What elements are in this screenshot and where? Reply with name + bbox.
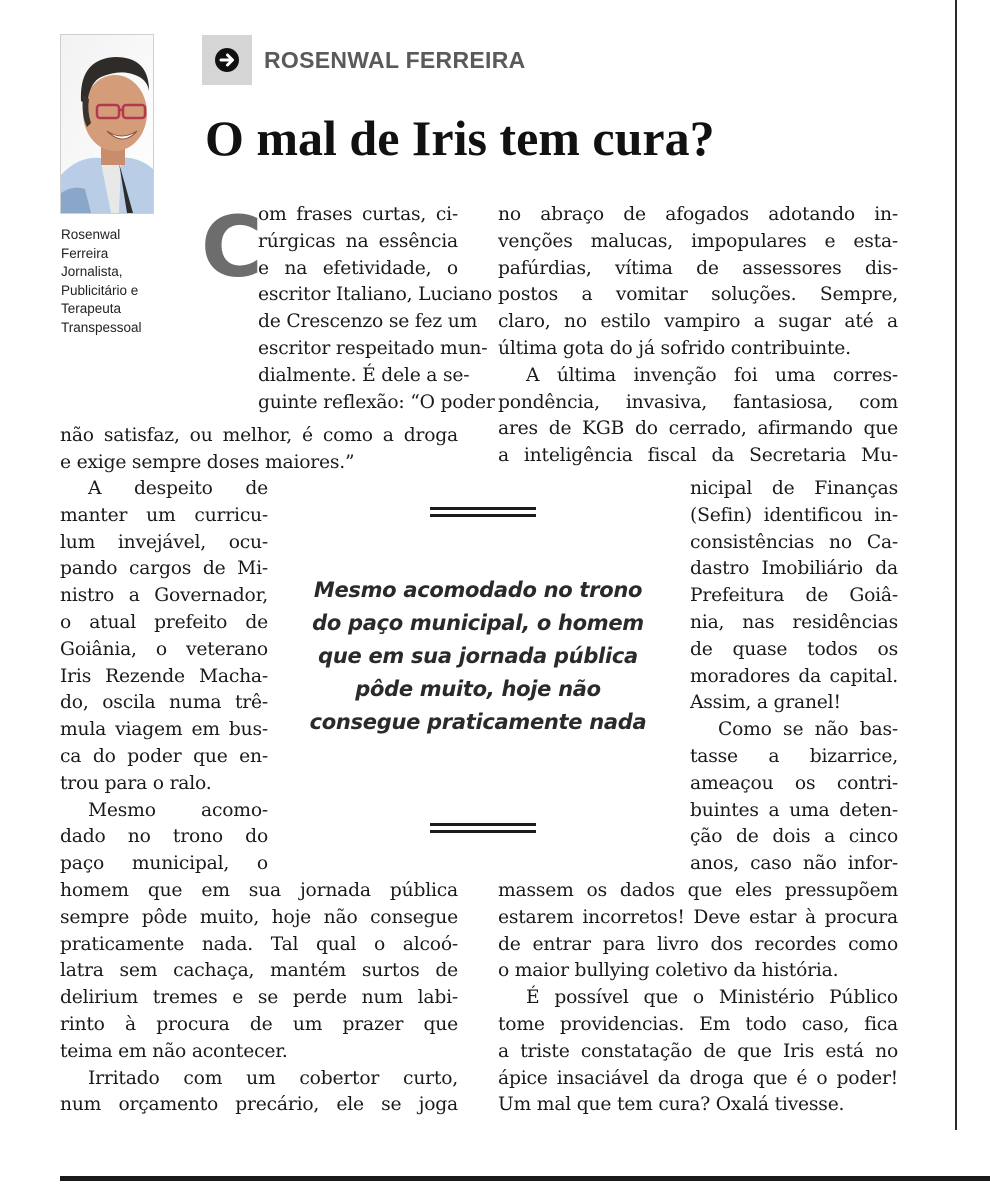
bio-line: Rosenwal [61, 227, 121, 242]
column-kicker [202, 35, 526, 85]
text-line: ápice insaciável da droga que é o poder! [498, 1067, 898, 1089]
text-line: e exige sempre doses maiores.” [60, 451, 355, 473]
pull-quote-line: do paço municipal, o homem [312, 611, 644, 635]
pullquote-rule-bottom [430, 823, 536, 833]
text-line: om frases curtas, ci- [258, 204, 458, 225]
author-bio [61, 226, 171, 337]
text-line: de entrar para livro dos recordes como [498, 933, 898, 955]
text-line: nicipal de Finanças [690, 478, 898, 499]
text-line: Mesmo acomo- [88, 799, 268, 821]
text-line: Goiânia, o veterano [60, 638, 268, 660]
text-line: venções malucas, impopulares e esta- [498, 230, 898, 252]
text-line: postos a vomitar soluções. Sempre, [498, 284, 898, 306]
text-line: estarem incorretos! Deve estar à procura [498, 906, 898, 928]
drop-cap: C [201, 198, 263, 296]
text-line: consistências no Ca- [690, 531, 898, 553]
headline: O mal de Iris tem cura? [205, 110, 715, 166]
bio-line: Transpessoal [61, 319, 142, 335]
text-line: e na efetividade, o [258, 257, 458, 279]
text-line: Um mal que tem cura? Oxalá tivesse. [498, 1094, 845, 1116]
body-text-col2-top [498, 202, 898, 470]
text-line: não satisfaz, ou melhor, é como a droga [60, 425, 458, 446]
text-line: de quase todos os [690, 638, 898, 660]
pull-quote-line: Mesmo acomodado no trono [313, 578, 643, 602]
text-line: escritor Italiano, Luciano [258, 284, 493, 306]
text-line: Assim, a granel! [690, 692, 841, 714]
text-line: buintes a uma deten- [690, 799, 898, 821]
text-line: massem os dados que eles pressupõem [498, 880, 898, 901]
body-text-col2-bottom [498, 878, 898, 1119]
body-text-col1-narrow [60, 476, 268, 878]
pull-quote [292, 574, 664, 739]
text-line: praticamente nada. Tal qual o alcoó- [60, 933, 458, 955]
text-line: A despeito de [88, 478, 268, 499]
kicker-box [202, 35, 252, 85]
text-line: dialmente. É dele a se- [258, 364, 470, 386]
text-line: dado no trono do [60, 826, 268, 848]
text-line: moradores da capital. [690, 665, 898, 687]
vertical-rule [955, 0, 957, 1130]
text-line: claro, no estilo vampiro a sugar até a [498, 311, 898, 333]
text-line: homem que em sua jornada pública [60, 880, 458, 901]
text-line: delirium tremes e se perde num labi- [60, 987, 458, 1009]
text-line: o atual prefeito de [60, 611, 268, 633]
text-line: paço municipal, o [60, 853, 268, 875]
text-line: ca do poder que en- [60, 745, 268, 767]
text-line: a triste constatação de que Iris está no [498, 1040, 898, 1062]
body-text-col2-narrow [690, 476, 898, 878]
text-line: tasse a bizarrice, [690, 745, 898, 767]
pull-quote-line: pôde muito, hoje não [355, 677, 601, 701]
bio-line: Publicitário e [61, 282, 139, 298]
text-line: pando cargos de Mi- [60, 558, 268, 580]
author-photo [60, 34, 154, 214]
text-line: trou para o ralo. [60, 772, 212, 794]
text-line: lum invejável, ocu- [60, 531, 268, 553]
bio-line: Ferreira [61, 245, 109, 261]
text-line: latra sem cachaça, mantém surtos de [60, 960, 458, 982]
text-line: num orçamento precário, ele se joga [60, 1094, 458, 1116]
text-line: tome providencias. Em todo caso, fica [498, 1013, 898, 1035]
text-line: ameaçou os contri- [690, 772, 898, 794]
pull-quote-line: que em sua jornada pública [318, 644, 638, 668]
text-line: guinte reflexão: “O poder [258, 391, 495, 413]
text-line: (Sefin) identificou in- [690, 504, 898, 526]
text-line: pondência, invasiva, fantasiosa, com [498, 391, 898, 413]
text-line: A última invenção foi uma corres- [526, 364, 898, 386]
text-line: Prefeitura de Goiâ- [690, 585, 898, 607]
text-line: última gota do já sofrido contribuinte. [498, 337, 851, 359]
text-line: a inteligência fiscal da Secretaria Mu- [498, 445, 898, 467]
body-text-col1-bottom [60, 878, 458, 1119]
text-line: Iris Rezende Macha- [60, 665, 268, 687]
text-line: manter um curricu- [60, 504, 268, 526]
text-line: Irritado com um cobertor curto, [88, 1067, 458, 1089]
body-text-col1-top [258, 202, 495, 416]
text-line: mula viagem em bus- [60, 719, 268, 741]
text-line: sempre pôde muito, hoje não consegue [60, 906, 458, 928]
pullquote-rule-top [430, 507, 536, 517]
text-line: nia, nas residências [690, 611, 898, 633]
text-line: escritor respeitado mun- [258, 337, 488, 359]
text-line: anos, caso não infor- [690, 853, 898, 875]
text-line: pafúrdias, vítima de assessores dis- [498, 257, 898, 279]
arrow-right-circle-icon [214, 47, 240, 73]
bio-line: Jornalista, [61, 264, 123, 279]
text-line: o maior bullying coletivo da história. [498, 960, 839, 982]
text-line: rinto à procura de um prazer que [60, 1013, 458, 1035]
text-line: dastro Imobiliário da [690, 558, 898, 580]
text-line: do, oscila numa trê- [60, 692, 268, 714]
text-line: É possível que o Ministério Público [526, 987, 898, 1009]
text-line: no abraço de afogados adotando in- [498, 204, 898, 225]
bottom-rule [60, 1176, 990, 1181]
bio-line: Terapeuta [61, 301, 122, 316]
body-text-col1-wide [60, 423, 458, 477]
text-line: ares de KGB do cerrado, afirmando que [498, 418, 898, 440]
pull-quote-line: consegue praticamente nada [309, 710, 647, 734]
author-name: ROSENWAL FERREIRA [264, 46, 526, 73]
text-line: ção de dois a cinco [690, 826, 898, 848]
text-line: de Crescenzo se fez um [258, 311, 478, 333]
text-line: teima em não acontecer. [60, 1040, 288, 1062]
text-line: nistro a Governador, [60, 585, 268, 607]
text-line: Como se não bas- [718, 719, 898, 741]
text-line: rúrgicas na essência [258, 230, 458, 252]
